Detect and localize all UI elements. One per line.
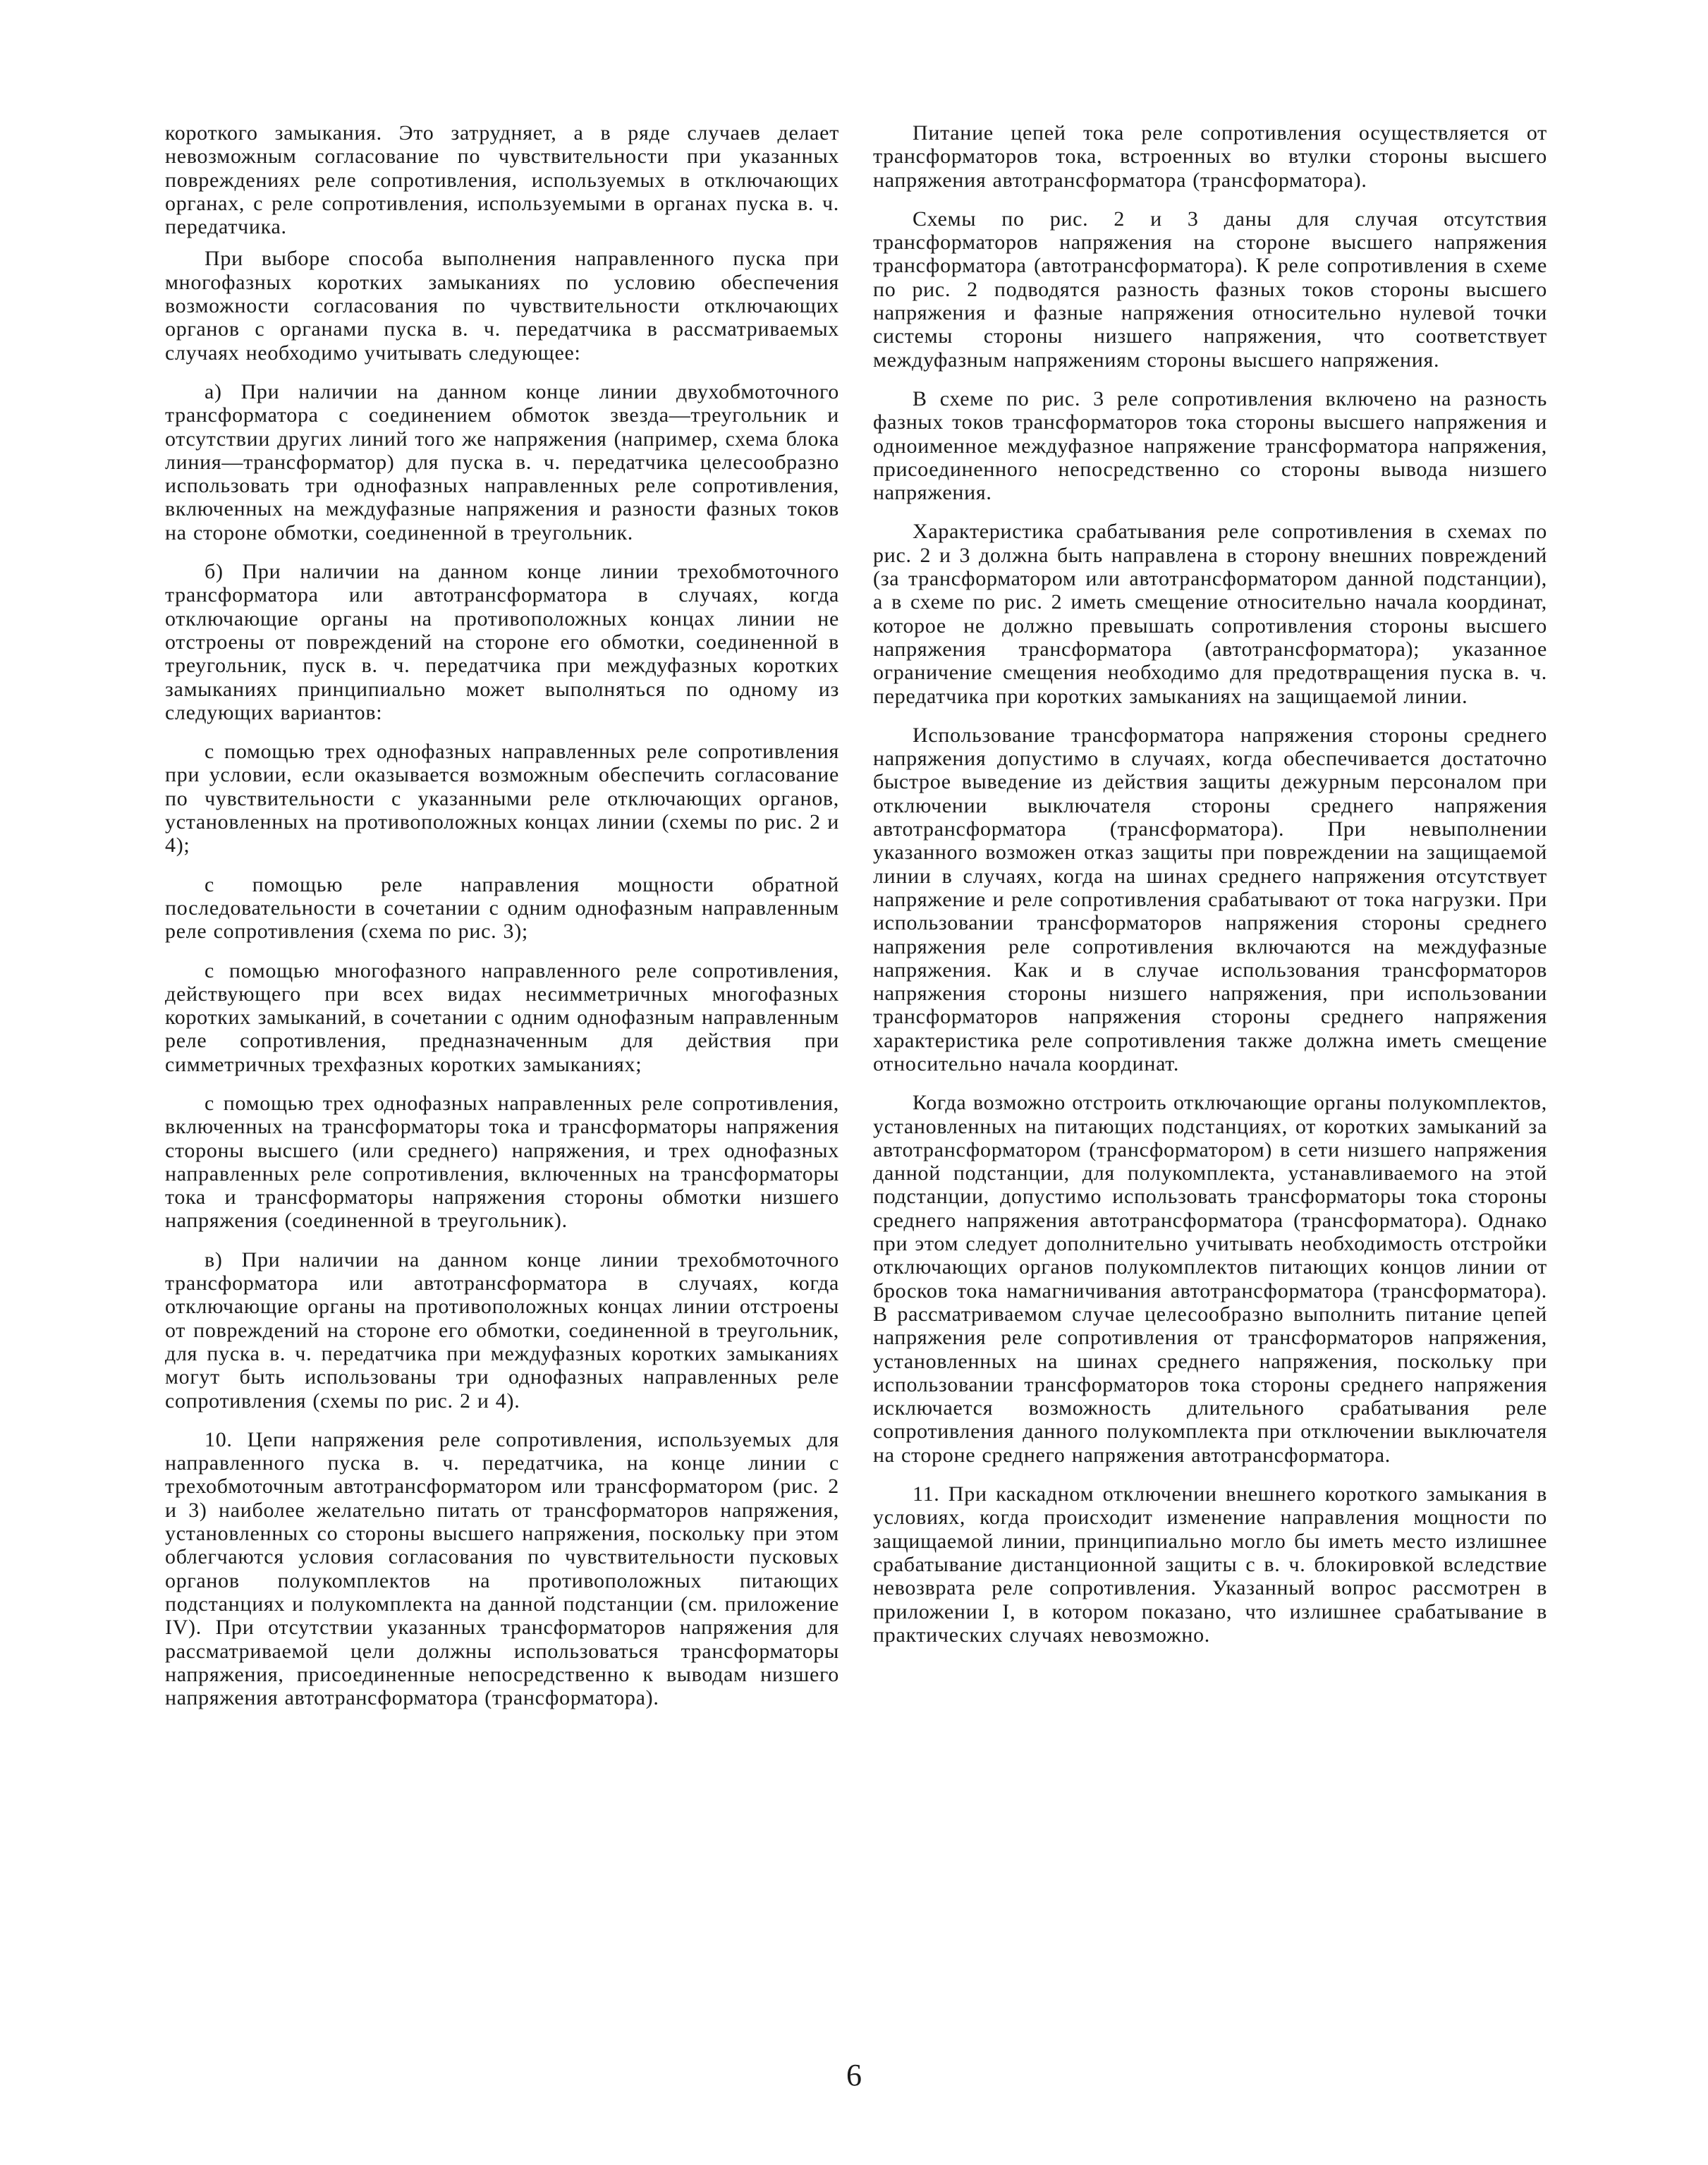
left-paragraph-1: короткого замыкания. Это затрудняет, а в ряде случаев делает невозможным согласование по чувствительности при указанных повреждениях реле сопротивления, используемых в отключающих органах, с реле сопротивления, используемыми в органах пуска в. ч. передатчика. bbox=[165, 121, 839, 239]
left-paragraph-10: 10. Цепи напряжения реле сопротивления, используемых для направленного пуска в. ч. передатчика, на конце линии с трехобмоточным автотрансформатором или трансформатором (рис. 2 и 3) наиболее желательно питать от трансформаторов напряжения, установленных со стороны высшего напряжения, поскольку при этом облегчаются условия согласования по чувствительности пусковых органов полукомплектов на противоположных питающих подстанциях и полукомплекта на данной подстанции (см. приложение IV). При отсутствии указанных трансформаторов напряжения для рассматриваемой цели должны использоваться трансформаторы напряжения, присоединенные непосредственно к выводам низшего напряжения автотрансформатора (трансформатора). bbox=[165, 1427, 839, 1710]
right-paragraph-7: 11. При каскадном отключении внешнего короткого замыкания в условиях, когда происходит изменение направления мощности по защищаемой линии, принципиально могло бы иметь место излишнее срабатывание дистанционной защиты с в. ч. блокировкой вследствие невозврата реле сопротивления. Указанный вопрос рассмотрен в приложении I, в котором показано, что излишнее срабатывание в практических случаях невозможно. bbox=[873, 1482, 1547, 1647]
right-paragraph-6: Когда возможно отстроить отключающие органы полукомплектов, установленных на питающих подстанциях, от коротких замыканий за автотрансформатором (трансформатором) в сети низшего напряжения данной подстанции, для полукомплекта, устанавливаемого на этой подстанции, допустимо использовать трансформаторы тока стороны среднего напряжения автотрансформатора (трансформатора). Однако при этом следует дополнительно учитывать необходимость отстройки отключающих органов полукомплектов питающих концов линии от бросков тока намагничивания автотрансформатора (трансформатора). В рассматриваемом случае целесообразно выполнить питание цепей напряжения реле сопротивления от трансформаторов напряжения, установленных на шинах среднего напряжения, поскольку при использовании трансформаторов тока стороны среднего напряжения исключается возможность длительного срабатывания реле сопротивления данного полукомплекта при отключении выключателя на стороне среднего напряжения автотрансформатора. bbox=[873, 1091, 1547, 1467]
right-paragraph-4: Характеристика срабатывания реле сопротивления в схемах по рис. 2 и 3 должна быть направлена в сторону внешних повреждений (за трансформатором или автотрансформатором данной подстанции), а в схеме по рис. 2 иметь смещение относительно начала координат, которое не должно превышать сопротивления стороны высшего напряжения трансформатора (автотрансформатора); указанное ограничение смещения необходимо для предотвращения пуска в. ч. передатчика при коротких замыканиях на защищаемой линии. bbox=[873, 520, 1547, 708]
right-paragraph-2: Схемы по рис. 2 и 3 даны для случая отсутствия трансформаторов напряжения на стороне высшего напряжения трансформатора (автотрансформатора). К реле сопротивления в схеме по рис. 2 подводятся разность фазных токов стороны высшего напряжения и фазные напряжения относительно нулевой точки системы стороны низшего напряжения, что соответствует междуфазным напряжениям стороны высшего напряжения. bbox=[873, 207, 1547, 372]
page-number: 6 bbox=[846, 2058, 862, 2092]
left-paragraph-5: с помощью трех однофазных направленных реле сопротивления при условии, если оказывается возможным обеспечить согласование по чувствительности с указанными реле отключающих органов, установленных на противоположных концах линии (схемы по рис. 2 и 4); bbox=[165, 740, 839, 858]
left-text-column bbox=[165, 121, 839, 1725]
left-paragraph-8: с помощью трех однофазных направленных реле сопротивления, включенных на трансформаторы тока и трансформаторы напряжения стороны высшего (или среднего) напряжения, и трех однофазных направленных реле сопротивления, включенных на трансформаторы тока и трансформаторы напряжения стороны обмотки низшего напряжения (соединенной в треугольник). bbox=[165, 1091, 839, 1233]
right-text-column bbox=[873, 121, 1547, 1662]
left-paragraph-7: с помощью многофазного направленного реле сопротивления, действующего при всех видах несимметричных многофазных коротких замыканий, в сочетании с одним однофазным направленным реле сопротивления, предназначенным для действия при симметричных трехфазных коротких замыканиях; bbox=[165, 958, 839, 1076]
right-paragraph-3: В схеме по рис. 3 реле сопротивления включено на разность фазных токов трансформаторов тока стороны высшего напряжения и одноименное междуфазное напряжение трансформатора напряжения, присоединенного непосредственно со стороны вывода низшего напряжения. bbox=[873, 386, 1547, 505]
right-paragraph-5: Использование трансформатора напряжения стороны среднего напряжения допустимо в случаях, когда обеспечивается достаточно быстрое выведение из действия защиты дежурным персоналом при отключении выключателя стороны среднего напряжения автотрансформатора (трансформатора). При невыполнении указанного возможен отказ защиты при повреждении на защищаемой линии в случаях, когда на шинах среднего напряжения отсутствует напряжение и реле сопротивления срабатывают от тока нагрузки. При использовании трансформаторов напряжения стороны среднего напряжения реле сопротивления включаются на междуфазные напряжения. Как и в случае использования трансформаторов напряжения стороны низшего напряжения, при использовании трансформаторов напряжения стороны среднего напряжения характеристика реле сопротивления также должна иметь смещение относительно начала координат. bbox=[873, 723, 1547, 1075]
left-paragraph-3: а) При наличии на данном конце линии двухобмоточного трансформатора с соединением обмоток звезда—треугольник и отсутствии других линий того же напряжения (например, схема блока линия—трансформатор) для пуска в. ч. передатчика целесообразно использовать три однофазных направленных реле сопротивления, включенных на междуфазные напряжения и разности фазных токов на стороне обмотки, соединенной в треугольник. bbox=[165, 379, 839, 544]
left-paragraph-6: с помощью реле направления мощности обратной последовательности в сочетании с одним однофазным направленным реле сопротивления (схема по рис. 3); bbox=[165, 872, 839, 944]
right-paragraph-1: Питание цепей тока реле сопротивления осуществляется от трансформаторов тока, встроенных во втулки стороны высшего напряжения автотрансформатора (трансформатора). bbox=[873, 121, 1547, 192]
left-paragraph-9: в) При наличии на данном конце линии трехобмоточного трансформатора или автотрансформатора в случаях, когда отключающие органы на противоположных концах линии отстроены от повреждений на стороне его обмотки, соединенной в треугольник, для пуска в. ч. передатчика при междуфазных коротких замыканиях могут быть использованы три однофазных направленных реле сопротивления (схемы по рис. 2 и 4). bbox=[165, 1248, 839, 1413]
left-paragraph-4: б) При наличии на данном конце линии трехобмоточного трансформатора или автотрансформатора в случаях, когда отключающие органы на противоположных концах линии не отстроены от повреждений на стороне его обмотки, соединенной в треугольник, пуск в. ч. передатчика при междуфазных коротких замыканиях принципиально может выполняться по одному из следующих вариантов: bbox=[165, 560, 839, 724]
left-paragraph-2: При выборе способа выполнения направленного пуска при многофазных коротких замыканиях по условию обеспечения возможности согласования по чувствительности отключающих органов с органами пуска в. ч. передатчика в рассматриваемых случаях необходимо учитывать следующее: bbox=[165, 247, 839, 365]
